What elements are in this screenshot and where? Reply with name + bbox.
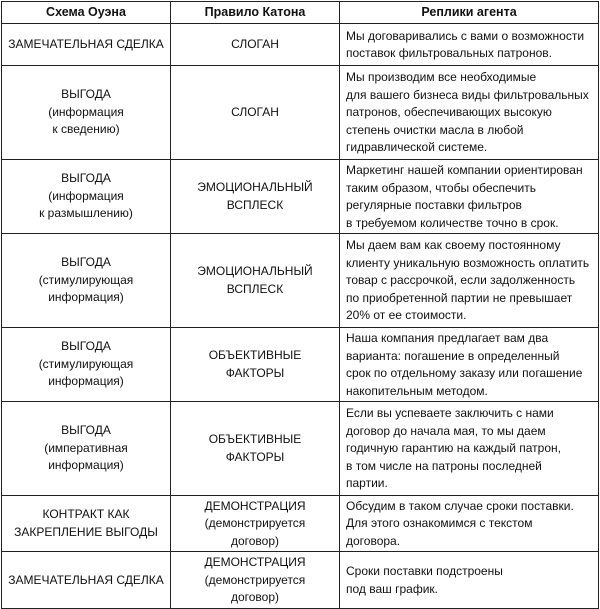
- agent-replica-cell: [340, 552, 599, 609]
- header-cato-rule: Правило Катона: [171, 2, 340, 24]
- agent-replica-line: Наша компания предлагает вам два: [346, 331, 549, 345]
- owen-scheme-line: к сведению): [52, 122, 120, 137]
- cato-rule-line: ЭМОЦИОНАЛЬНЫЙ: [197, 264, 313, 278]
- owen-scheme-line: (информация: [48, 104, 124, 119]
- table-body: [2, 24, 599, 609]
- agent-replica-line: клиенту уникальную возможность оплатить: [346, 255, 590, 270]
- cato-rule-cell: [171, 328, 340, 402]
- agent-replica-line: варианта: погашение в определенный: [346, 348, 560, 363]
- agent-replica-line: Мы даем вам как своему постоянному: [346, 238, 561, 253]
- agent-replica-cell: [340, 66, 599, 160]
- dialogue-scheme-table: [1, 1, 599, 609]
- owen-scheme-line: ВЫГОДА: [61, 255, 111, 270]
- agent-replica-line: патронов, обеспечивающих высокую: [346, 105, 552, 120]
- owen-scheme-cell: [2, 402, 171, 496]
- agent-replica-cell: [340, 496, 599, 552]
- cato-rule-line: ВСПЛЕСК: [226, 281, 284, 296]
- owen-scheme-line: КОНТРАКТ КАК: [42, 507, 130, 521]
- table-row: [2, 552, 599, 609]
- cato-rule-line: договор): [230, 533, 280, 548]
- agent-replica-line: гидравлической системе.: [346, 140, 488, 155]
- table-row: [2, 496, 599, 552]
- cato-rule-line: СЛОГАН: [231, 36, 279, 51]
- table-row: [2, 160, 599, 234]
- agent-replica-line: для вашего бизнеса виды фильтровальных: [346, 87, 589, 102]
- cato-rule-line: ФАКТОРЫ: [225, 449, 285, 464]
- owen-scheme-cell: [2, 328, 171, 402]
- owen-scheme-line: к размышлению): [39, 206, 133, 221]
- cato-rule-cell: [171, 160, 340, 234]
- agent-replica-cell: [340, 24, 599, 66]
- cato-rule-cell: [171, 402, 340, 496]
- agent-replica-line: Для этого ознакомимся с текстом: [346, 516, 533, 531]
- table-row: [2, 24, 599, 66]
- agent-replica-line: Мы договаривались с вами о возможности: [346, 28, 585, 43]
- agent-replica-line: годичную гарантию на каждый патрон,: [346, 441, 561, 456]
- agent-replica-line: в том числе на патроны последней: [346, 458, 542, 473]
- owen-scheme-line: (императивная: [44, 440, 128, 455]
- owen-scheme-cell: [2, 24, 171, 66]
- cato-rule-line: ЭМОЦИОНАЛЬНЫЙ: [197, 180, 313, 194]
- header-owen-scheme: Схема Оуэна: [2, 2, 171, 24]
- agent-replica-line: товар с рассрочкой, если задолженность: [346, 273, 576, 288]
- cato-rule-cell: [171, 552, 340, 609]
- header-row: [2, 2, 599, 24]
- agent-replica-line: срок по отдельному заказу или погашение: [346, 366, 583, 380]
- owen-scheme-line: ЗАМЕЧАТЕЛЬНАЯ СДЕЛКА: [8, 572, 164, 587]
- owen-scheme-line: информация): [48, 458, 124, 473]
- cato-rule-cell: [171, 496, 340, 552]
- owen-scheme-line: ВЫГОДА: [61, 87, 111, 102]
- agent-replica-line: степень очистки масла в любой: [346, 122, 524, 137]
- owen-scheme-cell: [2, 66, 171, 160]
- agent-replica-line: таким образом, чтобы обеспечить: [346, 180, 536, 195]
- agent-replica-line: Если вы успеваете заключить с нами: [346, 406, 554, 421]
- owen-scheme-line: ЗАМЕЧАТЕЛЬНАЯ СДЕЛКА: [8, 36, 164, 51]
- agent-replica-line: Сроки поставки подстроены: [346, 564, 503, 578]
- cato-rule-line: договор): [230, 590, 280, 605]
- agent-replica-line: поставок фильтровальных патронов.: [346, 46, 552, 60]
- table-row: [2, 66, 599, 160]
- owen-scheme-line: информация): [48, 290, 124, 305]
- owen-scheme-cell: [2, 552, 171, 609]
- header-agent-replicas: Реплики агента: [340, 2, 599, 24]
- cato-rule-line: ОБЪЕКТИВНЫЕ: [208, 432, 302, 446]
- agent-replica-line: в требуемом количестве точно в срок.: [346, 215, 559, 230]
- owen-scheme-line: информация): [48, 374, 124, 389]
- owen-scheme-line: (информация: [48, 188, 124, 203]
- agent-replica-line: Мы производим все необходимые: [346, 70, 537, 85]
- table-row: [2, 402, 599, 496]
- owen-scheme-cell: [2, 160, 171, 234]
- cato-rule-line: ФАКТОРЫ: [225, 365, 285, 380]
- owen-scheme-line: (стимулирующая: [38, 272, 134, 287]
- agent-replica-line: Обсудим в таком случае сроки поставки.: [346, 498, 574, 513]
- owen-scheme-line: ВЫГОДА: [61, 339, 111, 354]
- cato-rule-line: СЛОГАН: [231, 104, 279, 119]
- agent-replica-cell: [340, 160, 599, 234]
- agent-replica-line: договора.: [346, 533, 401, 548]
- agent-replica-cell: [340, 328, 599, 402]
- owen-scheme-line: (стимулирующая: [38, 356, 134, 371]
- agent-replica-line: под ваш график.: [346, 581, 439, 596]
- cato-rule-cell: [171, 24, 340, 66]
- owen-scheme-line: ЗАКРЕПЛЕНИЕ ВЫГОДЫ: [14, 524, 158, 539]
- owen-scheme-cell: [2, 234, 171, 328]
- owen-scheme-cell: [2, 496, 171, 552]
- agent-replica-line: договор до начала мая, то мы даем: [346, 423, 546, 438]
- agent-replica-line: регулярные поставки фильтров: [346, 198, 522, 212]
- cato-rule-line: (демонстрируется: [204, 516, 306, 531]
- cato-rule-line: ДЕМОНСТРАЦИЯ: [204, 555, 306, 570]
- agent-replica-line: по приобретенной партии не превышает: [346, 290, 573, 305]
- agent-replica-cell: [340, 402, 599, 496]
- agent-replica-cell: [340, 234, 599, 328]
- cato-rule-cell: [171, 234, 340, 328]
- agent-replica-line: партии.: [346, 476, 388, 491]
- cato-rule-line: ОБЪЕКТИВНЫЕ: [208, 348, 302, 362]
- owen-scheme-line: ВЫГОДА: [61, 423, 111, 438]
- agent-replica-line: накопительным методом.: [346, 383, 488, 398]
- cato-rule-line: ВСПЛЕСК: [226, 197, 284, 212]
- agent-replica-line: Маркетинг нашей компании ориентирован: [346, 163, 583, 177]
- cato-rule-line: (демонстрируется: [204, 572, 306, 587]
- table-row: [2, 234, 599, 328]
- cato-rule-cell: [171, 66, 340, 160]
- owen-scheme-line: ВЫГОДА: [61, 171, 111, 186]
- cato-rule-line: ДЕМОНСТРАЦИЯ: [204, 498, 306, 513]
- agent-replica-line: 20% от ее стоимости.: [346, 308, 467, 323]
- table-row: [2, 328, 599, 402]
